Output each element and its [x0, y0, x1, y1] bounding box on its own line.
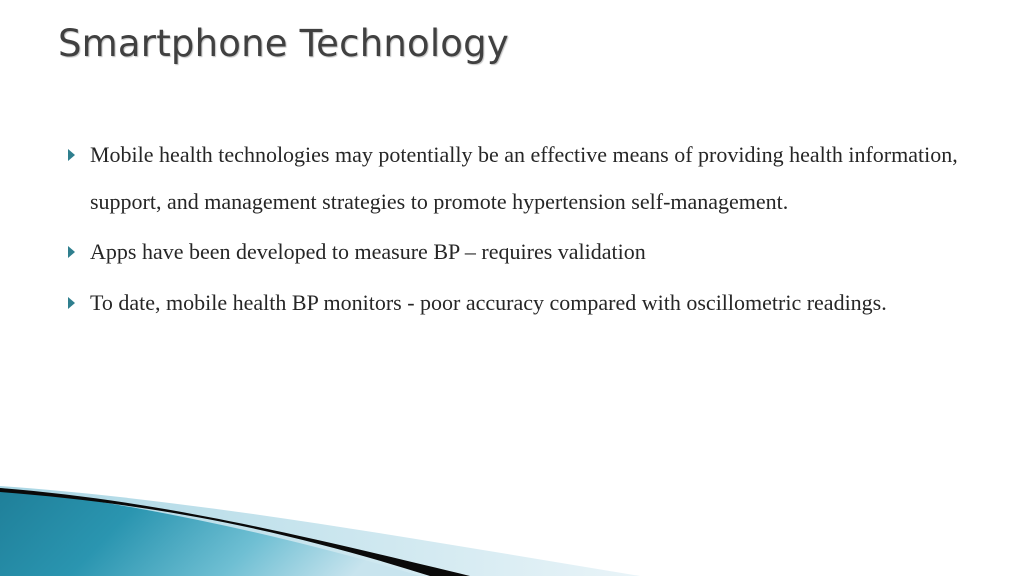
bullet-text: Apps have been developed to measure BP – requires validation	[90, 239, 646, 264]
slide-title: Smartphone Technology	[58, 22, 509, 65]
bullet-text: To date, mobile health BP monitors - poor accuracy compared with oscillometric readings.	[90, 289, 887, 315]
bullet-text: Mobile health technologies may potentially be an effective means of providing health information, support, and management strategies to promote hypertension self-management.	[90, 142, 958, 214]
